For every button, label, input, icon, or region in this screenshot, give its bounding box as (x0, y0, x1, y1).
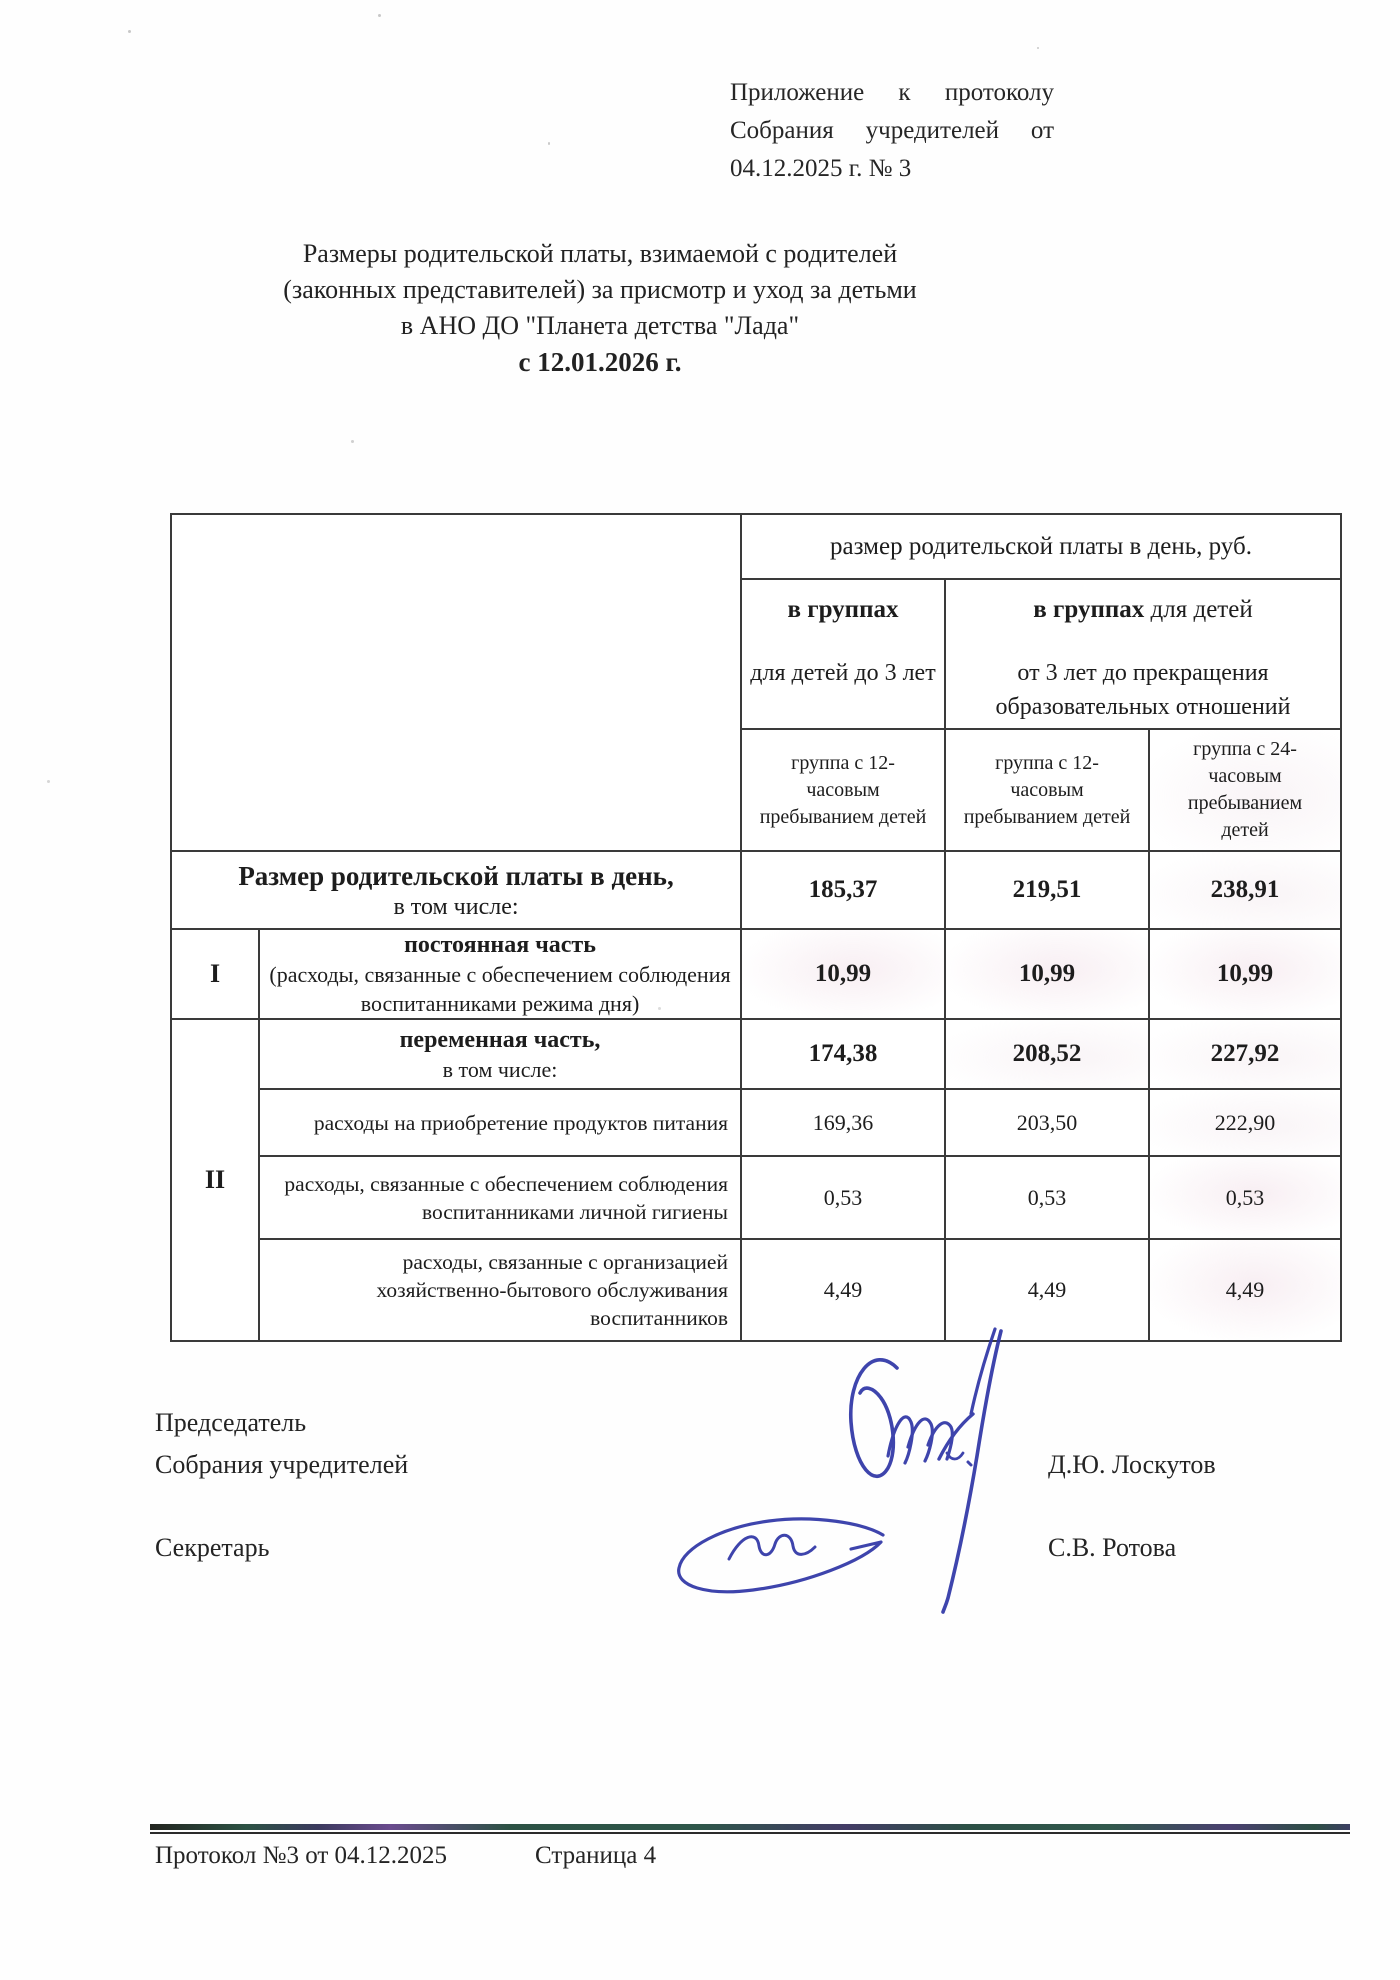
annex-line-2: Собрания учредителей от (730, 117, 1054, 144)
header-group-under3-bold: в группах (787, 596, 899, 623)
scan-speck (658, 1007, 661, 1010)
header-group-over3 (945, 579, 1341, 729)
hygiene-value-24h-over3: 0,53 (1149, 1156, 1341, 1239)
footer-rule-line (150, 1832, 1350, 1834)
header-group-over3-sub: от 3 лет до прекращения образовательных отношений (995, 660, 1291, 720)
chairman-name: Д.Ю. Лоскутов (1048, 1450, 1216, 1479)
table-row-fixed-part (171, 929, 1341, 1019)
header-col-24h-over3: группа с 24-часовым пребыванием детей (1149, 729, 1341, 851)
chairman-role-line1: Председатель (155, 1408, 307, 1437)
fixed-label-cell (259, 929, 741, 1019)
footer-protocol: Протокол №3 от 04.12.2025 (155, 1842, 448, 1869)
header-col-12h-over3: группа с 12-часовым пребыванием детей (945, 729, 1149, 851)
parental-fee-table (170, 513, 1342, 1342)
variable-label-bold: переменная часть, (399, 1026, 601, 1053)
food-value-12h-over3: 203,50 (945, 1089, 1149, 1156)
header-col-12h-under3: группа с 12-часовым пребыванием детей (741, 729, 945, 851)
food-label: расходы на приобретение продуктов питания (259, 1089, 741, 1156)
title-line-1: Размеры родительской платы, взимаемой с родителей (302, 239, 898, 268)
fixed-value-24h-over3: 10,99 (1149, 929, 1341, 1019)
title-line-3: в АНО ДО "Планета детства "Лада" (400, 311, 800, 340)
total-label-sub: в том числе: (393, 893, 519, 920)
total-value-12h-over3: 219,51 (945, 851, 1149, 929)
household-value-12h-under3: 4,49 (741, 1239, 945, 1341)
household-label: расходы, связанные с организацией хозяйственно-бытового обслуживания воспитанников (259, 1239, 741, 1341)
variable-label-cell (259, 1019, 741, 1089)
row-numeral-I: I (171, 929, 259, 1019)
footer-rule-band (150, 1824, 1350, 1830)
scan-speck (548, 142, 550, 145)
header-group-over3-bold: в группах (1033, 596, 1145, 623)
row-numeral-II: II (171, 1019, 259, 1341)
title-line-2: (законных представителей) за присмотр и уход за детьми (283, 275, 917, 304)
scan-speck (128, 30, 131, 33)
secretary-name: С.В. Ротова (1048, 1533, 1177, 1562)
title-effective-date: с 12.01.2026 г. (518, 347, 682, 377)
scan-speck (1037, 47, 1039, 49)
fixed-value-12h-under3: 10,99 (741, 929, 945, 1019)
fixed-label-sub: (расходы, связанные с обеспечением соблюдения воспитанниками режима дня) (269, 962, 731, 1016)
hygiene-value-12h-under3: 0,53 (741, 1156, 945, 1239)
total-value-12h-under3: 185,37 (741, 851, 945, 929)
variable-value-24h-over3: 227,92 (1149, 1019, 1341, 1089)
annex-line-3: 04.12.2025 г. № 3 (730, 155, 912, 182)
secretary-signature-icon (665, 1505, 905, 1605)
header-group-under3 (741, 579, 945, 729)
footer-page-number: Страница 4 (535, 1842, 657, 1869)
total-label-cell (171, 851, 741, 929)
header-price-per-day: размер родительской платы в день, руб. (741, 514, 1341, 579)
corner-empty-cell (171, 514, 741, 851)
header-group-under3-sub: для детей до 3 лет (750, 660, 936, 686)
scan-speck (351, 440, 354, 443)
secretary-role: Секретарь (155, 1533, 270, 1562)
header-group-over3-rest: для детей (1150, 596, 1253, 623)
scan-speck (378, 14, 381, 17)
table-row-variable-part (171, 1019, 1341, 1089)
table-row-food (171, 1089, 1341, 1156)
total-label-bold: Размер родительской платы в день, (238, 860, 674, 891)
chairman-role-line2: Собрания учредителей (155, 1450, 409, 1479)
hygiene-label: расходы, связанные с обеспечением соблюдения воспитанниками личной гигиены (259, 1156, 741, 1239)
table-row-hygiene (171, 1156, 1341, 1239)
document-title (140, 236, 1060, 380)
food-value-12h-under3: 169,36 (741, 1089, 945, 1156)
footer-rule (150, 1824, 1350, 1834)
food-value-24h-over3: 222,90 (1149, 1089, 1341, 1156)
variable-value-12h-under3: 174,38 (741, 1019, 945, 1089)
hygiene-value-12h-over3: 0,53 (945, 1156, 1149, 1239)
table-row-total (171, 851, 1341, 929)
household-value-24h-over3: 4,49 (1149, 1239, 1341, 1341)
header-row-price (171, 514, 1341, 579)
annex-line-1: Приложение к протоколу (730, 79, 1054, 106)
household-value-12h-over3: 4,49 (945, 1239, 1149, 1341)
fixed-value-12h-over3: 10,99 (945, 929, 1149, 1019)
scan-speck (47, 780, 50, 783)
fixed-label-bold: постоянная часть (404, 932, 596, 958)
table-row-household (171, 1239, 1341, 1341)
total-value-24h-over3: 238,91 (1149, 851, 1341, 929)
variable-value-12h-over3: 208,52 (945, 1019, 1149, 1089)
variable-label-sub: в том числе: (442, 1056, 558, 1082)
annex-note (730, 74, 1054, 188)
